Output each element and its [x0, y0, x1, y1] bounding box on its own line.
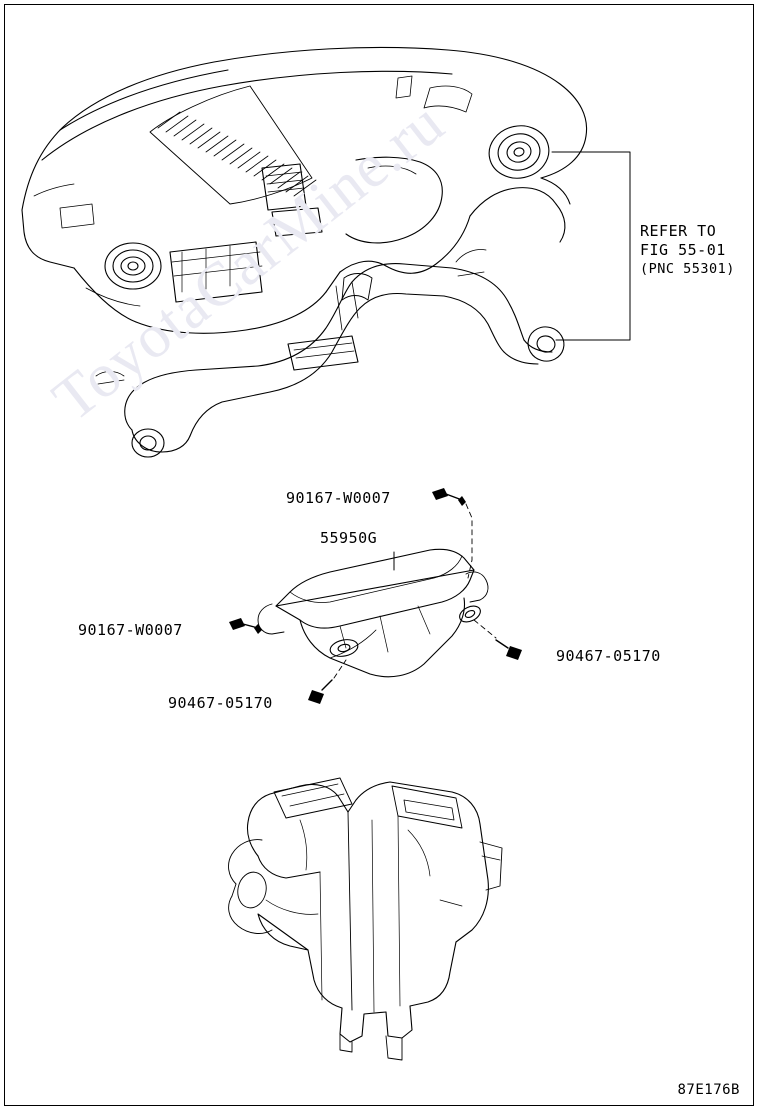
callout-screw-left: 90167-W0007 [78, 621, 183, 639]
bolt-bottom-left-art [308, 660, 346, 704]
callout-duct-main: 55950G [320, 529, 378, 547]
callout-screw-top: 90167-W0007 [286, 489, 391, 507]
bolt-right-art [474, 620, 522, 660]
refer-note-line2: FIG 55-01 [640, 241, 726, 259]
screw-top-art [432, 488, 472, 578]
heater-unit-art [229, 778, 502, 1060]
callout-bolt-right: 90467-05170 [556, 647, 661, 665]
instrument-panel-art [22, 47, 630, 340]
refer-note [640, 222, 735, 279]
figure-code: 87E176B [677, 1082, 740, 1098]
refer-note-line1: REFER TO [640, 222, 717, 240]
register-duct-55950g-art [229, 488, 522, 704]
air-duct-art [96, 250, 568, 458]
screw-left-art [229, 618, 262, 634]
refer-note-pnc: (PNC 55301) [640, 261, 735, 277]
callout-bolt-bottom-left: 90467-05170 [168, 694, 273, 712]
watermark: ToyotaCarMine.ru [40, 88, 457, 435]
